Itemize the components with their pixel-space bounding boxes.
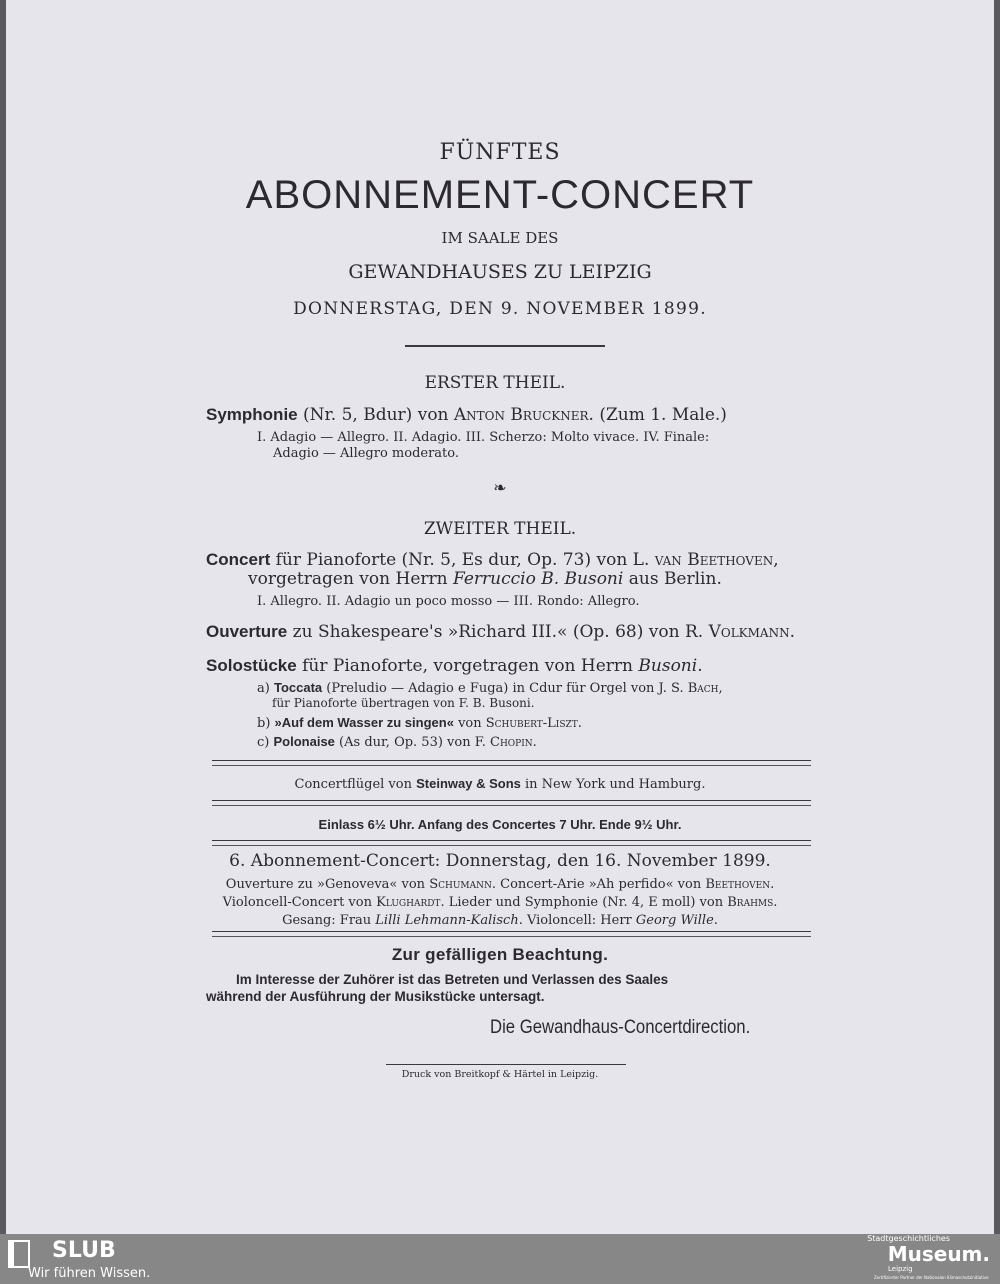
header-line3: IM SAALE DES: [441, 229, 559, 247]
overture-line: [206, 623, 795, 641]
text: . Violoncell: Herr: [518, 913, 636, 928]
work-title: Solostücke: [206, 656, 297, 675]
signature: Die Gewandhaus-Concertdirection.: [490, 1017, 751, 1038]
solo-line: [206, 657, 703, 675]
next-concert-line: [6, 878, 994, 891]
performer: Lilli Lehmann-Kalisch: [375, 913, 519, 928]
next-concert-heading: 6. Abonnement-Concert: Donnerstag, den 16. November 1899.: [229, 851, 771, 871]
soloist: Ferruccio B. Busoni: [452, 569, 624, 589]
text: Concertflügel von: [294, 777, 417, 792]
double-rule: [212, 760, 811, 766]
work-title: Polonaise: [273, 734, 335, 749]
museum-cert: Zertifizierter Partner der Nationalen Klimaschutzinitiative: [874, 1275, 989, 1280]
label: a): [257, 681, 274, 696]
work-desc: (As dur, Op. 53) von F.: [334, 735, 490, 750]
divider: [405, 345, 605, 347]
text: aus Berlin.: [623, 569, 722, 589]
label: c): [257, 735, 274, 750]
work-desc: für Pianoforte (Nr. 5, Es dur, Op. 73) von L.: [270, 550, 655, 570]
next-concert-line: [6, 896, 994, 909]
punct: .: [697, 656, 703, 676]
solo-item-a-line2: für Pianoforte übertragen von F. B. Busoni.: [272, 696, 535, 710]
text: vorgetragen von Herrn: [248, 569, 453, 589]
part2-heading: ZWEITER THEIL.: [423, 519, 577, 539]
slub-logo[interactable]: SLUB: [52, 1238, 116, 1263]
composer: Beethoven.: [705, 877, 775, 892]
header-line4: GEWANDHAUSES ZU LEIPZIG: [348, 261, 652, 283]
work-desc: (Nr. 5, Bdur) von: [297, 405, 454, 425]
text: . Concert-Arie »Ah perfido« von: [491, 877, 706, 892]
work-title: Symphonie: [206, 405, 298, 424]
solo-item-a: a) Toccata (Preludio — Adagio e Fuga) in Cdur für Orgel von J. S. Bach,: [257, 680, 723, 696]
work-desc: zu Shakespeare's »Richard III.« (Op. 68) von R.: [287, 622, 709, 642]
composer: Bach: [687, 681, 719, 696]
piano-note: [6, 777, 994, 791]
notice-text: während der Ausführung der Musikstücke untersagt.: [206, 989, 545, 1004]
text: .: [713, 913, 718, 928]
part1-heading: ERSTER THEIL.: [424, 373, 566, 393]
double-rule: [212, 800, 811, 806]
work-title: »Auf dem Wasser zu singen«: [274, 715, 454, 730]
label: b): [257, 716, 275, 731]
movements: I. Allegro. II. Adagio un poco mosso — III. Rondo: Allegro.: [257, 594, 640, 609]
composer: Klughardt: [376, 895, 441, 910]
divider: [386, 1064, 626, 1065]
museum-logo[interactable]: Museum.: [887, 1242, 990, 1266]
notice-heading: Zur gefälligen Beachtung.: [391, 945, 609, 964]
punct: .: [789, 622, 796, 642]
book-icon: [8, 1240, 30, 1268]
concert-line: [206, 551, 779, 569]
next-concert-line: [6, 914, 994, 927]
piano-brand: Steinway & Sons: [416, 776, 521, 791]
work-title: Toccata: [273, 680, 323, 695]
work-title: Concert: [206, 550, 271, 569]
work-note: . (Zum 1. Male.): [588, 405, 727, 425]
soloist-line: [248, 571, 722, 588]
symphony-line: [206, 406, 727, 424]
composer: Volkmann: [708, 622, 790, 642]
concert-program-page: [6, 0, 994, 1234]
text: Violoncell-Concert von: [222, 895, 377, 910]
movements: Adagio — Allegro moderato.: [273, 446, 460, 461]
composer: Schumann: [429, 877, 492, 892]
composer: Brahms.: [727, 895, 778, 910]
printer-note: Druck von Breitkopf & Härtel in Leipzig.: [401, 1069, 599, 1080]
solo-item-c: [257, 735, 537, 749]
movements: I. Adagio — Allegro. II. Adagio. III. Scherzo: Molto vivace. IV. Finale:: [257, 430, 710, 445]
header-date: DONNERSTAG, DEN 9. NOVEMBER 1899.: [293, 299, 707, 319]
ornament-icon: ❧: [493, 478, 507, 497]
work-desc: von: [453, 716, 486, 731]
composer: Schubert-Liszt.: [485, 716, 582, 731]
text: . Lieder und Symphonie (Nr. 4, E moll) von: [440, 895, 728, 910]
punct: ,: [773, 550, 779, 570]
performer: Georg Wille: [635, 913, 714, 928]
notice-text: Im Interesse der Zuhörer ist das Betreten und Verlassen des Saales: [236, 972, 669, 987]
composer: Chopin.: [490, 735, 537, 750]
composer: van Beethoven: [654, 550, 774, 570]
text: in New York und Hamburg.: [520, 777, 706, 792]
header-line1: FÜNFTES: [439, 140, 561, 165]
museum-line1: Stadtgeschichtliches: [867, 1234, 950, 1243]
composer: Anton Bruckner: [453, 405, 589, 425]
solo-item-b: [257, 716, 582, 730]
footer-bar: [0, 1234, 1000, 1284]
museum-city: Leipzig: [888, 1265, 913, 1273]
soloist: Busoni: [638, 656, 698, 676]
page-title: ABONNEMENT-CONCERT: [245, 173, 755, 217]
work-desc: für Pianoforte, vorgetragen von Herrn: [296, 656, 639, 676]
work-title: Ouverture: [206, 622, 288, 641]
times: Einlass 6½ Uhr. Anfang des Concertes 7 Uhr. Ende 9½ Uhr.: [318, 817, 682, 832]
text: Gesang: Frau: [282, 913, 376, 928]
slub-slogan: Wir führen Wissen.: [28, 1266, 151, 1281]
work-desc: (Preludio — Adagio e Fuga) in Cdur für Orgel von J. S.: [322, 681, 688, 696]
text: Ouverture zu »Genoveva« von: [225, 877, 430, 892]
double-rule: [212, 931, 811, 937]
double-rule: [212, 840, 811, 846]
